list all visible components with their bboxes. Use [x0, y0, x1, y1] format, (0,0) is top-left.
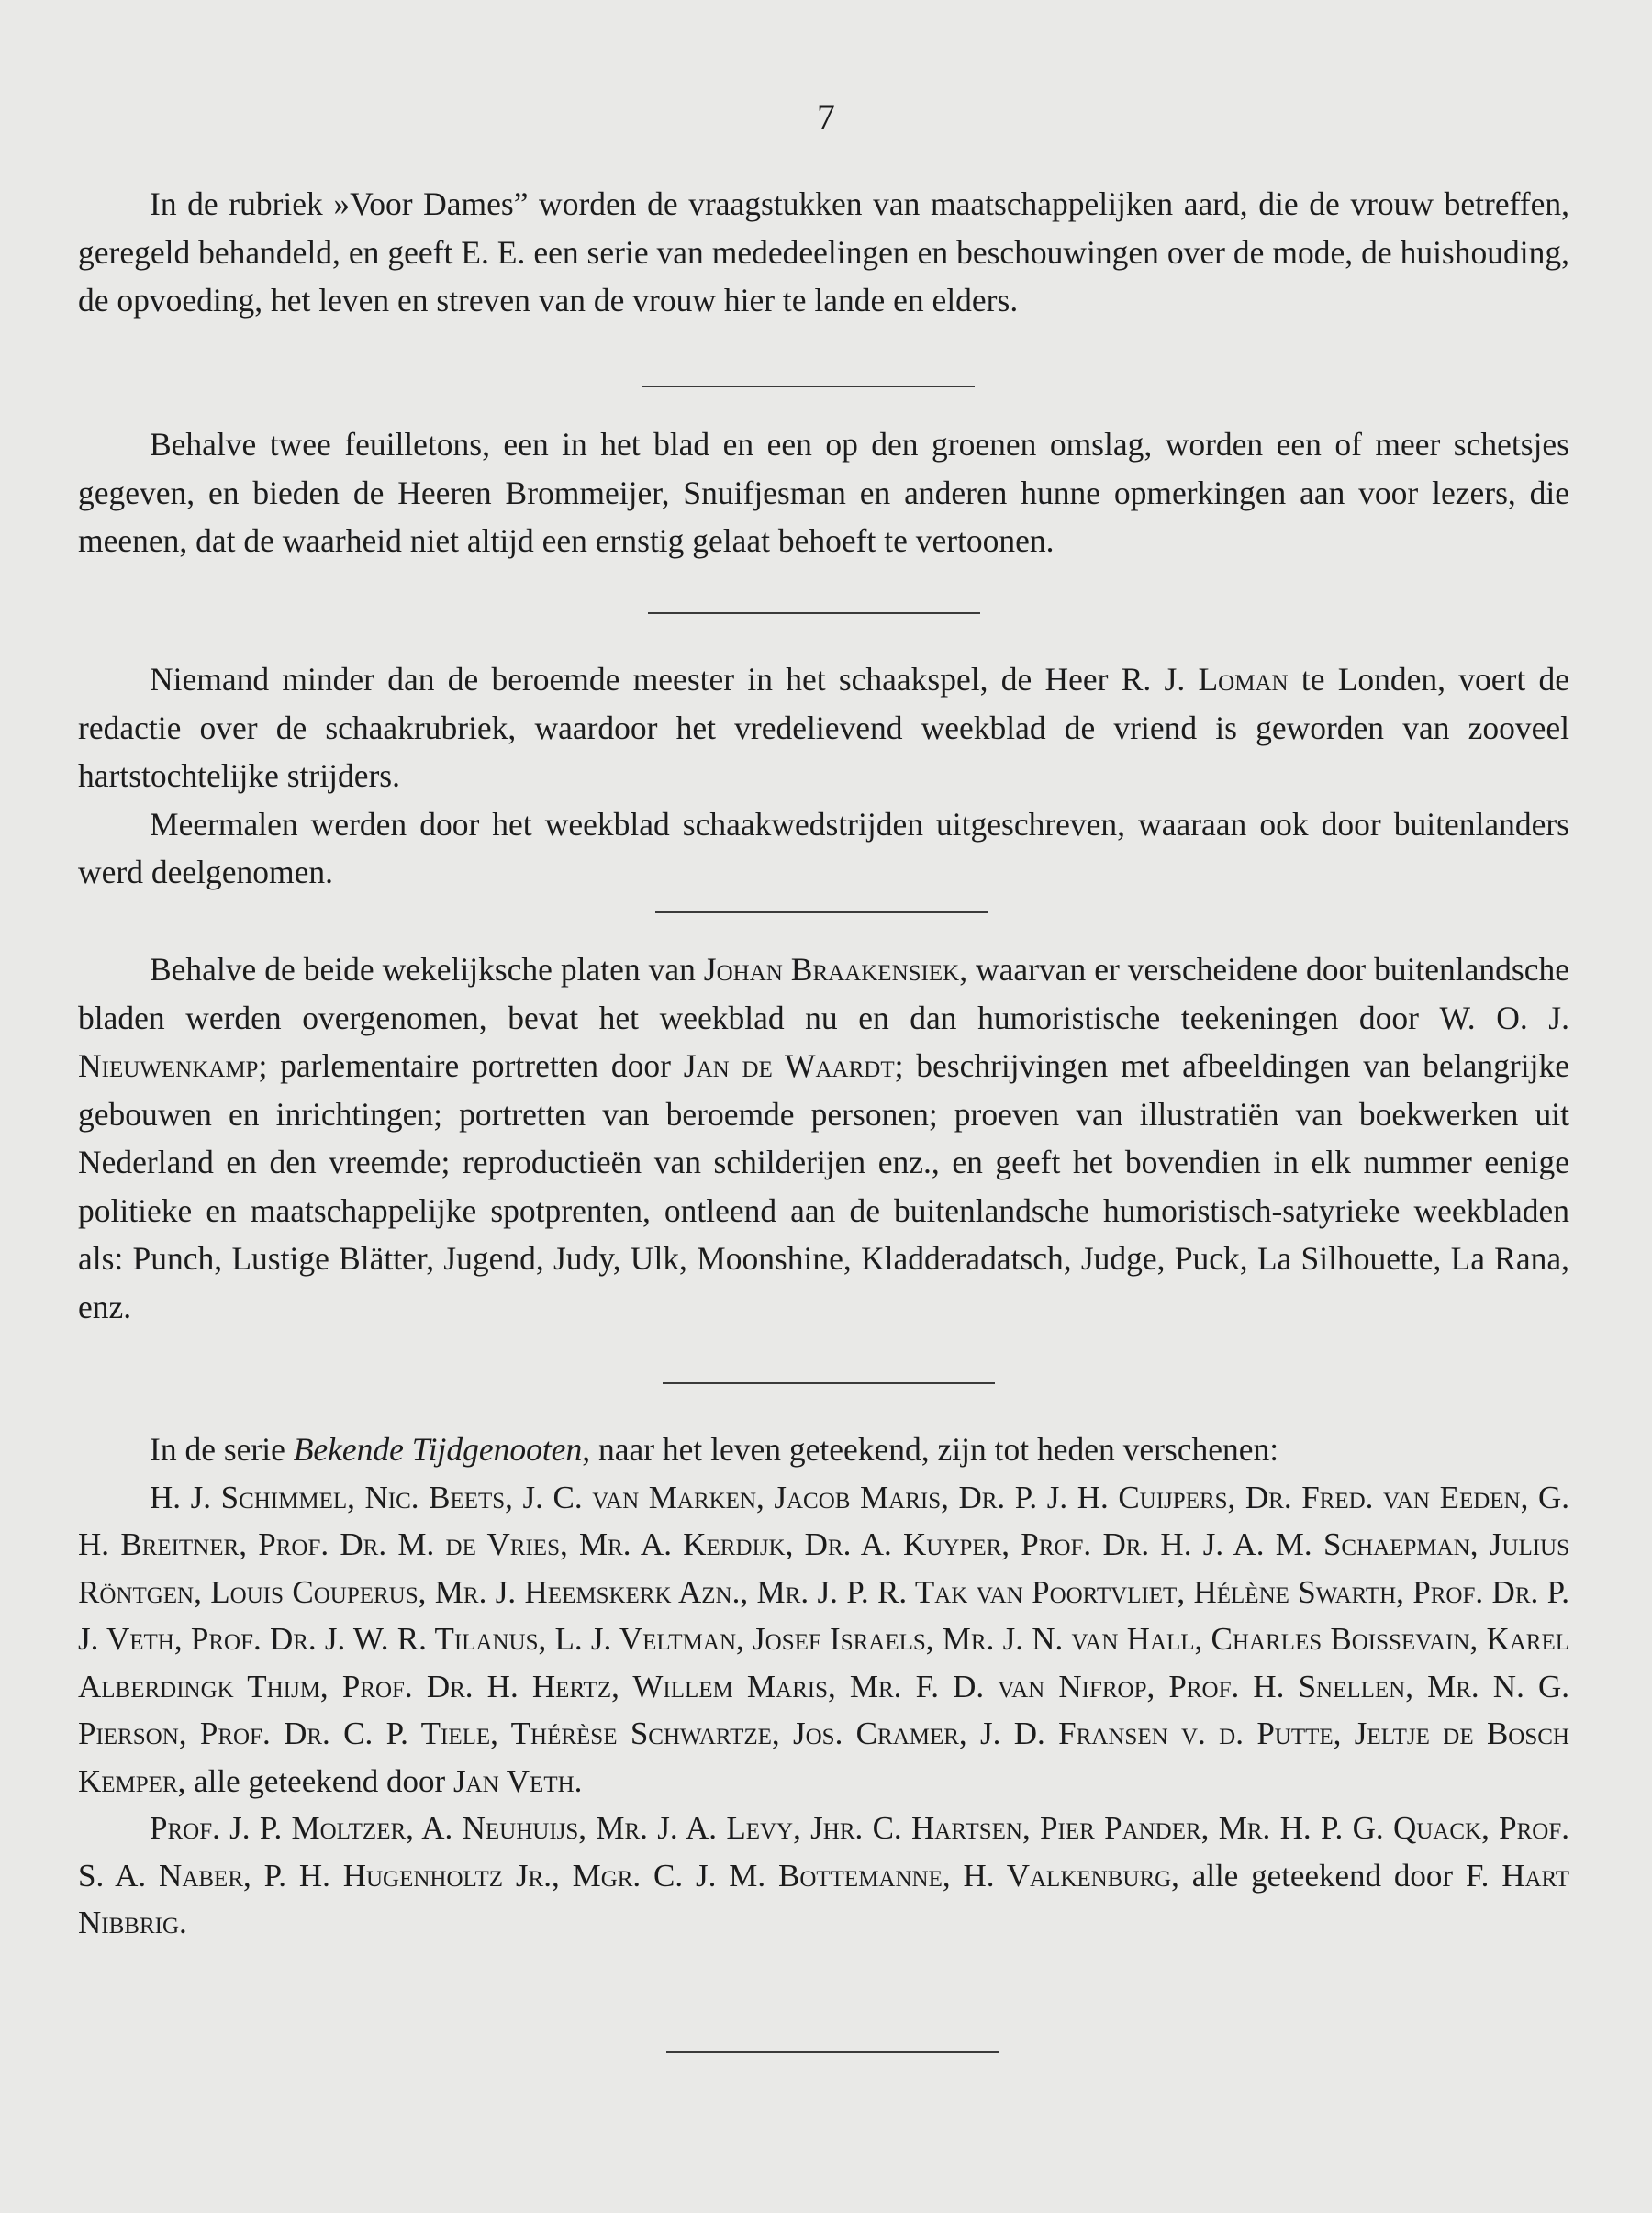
series-title: Bekende Tijdgenooten: [293, 1431, 583, 1468]
portrait-names: H. J. Schimmel, Nic. Beets, J. C. van Marken, Jacob Maris, Dr. P. J. H. Cuijpers, Dr. Fred. van Eeden, G. H. Breitner, Prof. Dr. M. de Vries, Mr. A. Kerdijk, Dr. A. Kuyper, Prof. Dr. H. J. A. M. Schaepman, Julius Röntgen, Louis Couperus, Mr. J. Heemskerk Azn., Mr. J. P. R. Tak van Poortvliet, Hélène Swarth, Prof. Dr. P. J. Veth, Prof. Dr. J. W. R. Tilanus, L. J. Veltman, Josef Israels, Mr. J. N. van Hall, Charles Boissevain, Karel Alberdingk Thijm, Prof. Dr. H. Hertz, Willem Maris, Mr. F. D. van Nifrop, Prof. H. Snellen, Mr. N. G. Pierson, Prof. Dr. C. P. Tiele, Thérèse Schwartze, Jos. Cramer, J. D. Fransen v. d. Putte, Jeltje de Bosch Kemper: [78, 1479, 1569, 1799]
section-divider: [655, 911, 988, 913]
paragraph-feuilletons: [78, 420, 1569, 565]
paragraph-schaakrubriek: [78, 655, 1569, 897]
section-divider: [663, 1382, 995, 1384]
paragraph-text: [78, 945, 1569, 1331]
section-divider: [642, 386, 975, 387]
paragraph-text-part: ; beschrijvingen met afbeeldingen van belangrijke gebouwen en inrichtingen; portretten van beroemde personen; proeven van illustratiën van boekwerken uit Nederland en den vreemde; reproductieën van schilderijen enz., en geeft het bovendien in elk nummer eenige politieke en maatschappelijke spotprenten, ontleend aan de buitenlandsche humoristisch-satyrieke weekbladen als: Punch, Lustige Blätter, Jugend, Judy, Ulk, Moonshine, Kladderadatsch, Judge, Puck, La Silhouette, La Rana, enz.: [78, 1047, 1569, 1325]
paragraph-text: In de rubriek »Voor Dames” worden de vraagstukken van maatschappelijken aard, die de vrouw betreffen, geregeld behandeld, en geeft E. E. een serie van mededeelingen en beschouwingen over de mode, de huishouding, de opvoeding, het leven en streven van de vrouw hier te lande en elders.: [78, 185, 1569, 319]
paragraph-text-part: , naar het leven geteekend, zijn tot heden verschenen:: [582, 1431, 1279, 1468]
person-name: Jan de Waardt: [683, 1047, 895, 1084]
paragraph-text-part: ; parlementaire portretten door: [258, 1047, 684, 1084]
person-name: R. J. Loman: [1121, 661, 1289, 698]
portrait-names: Prof. J. P. Moltzer, A. Neuhuijs, Mr. J. A. Levy, Jhr. C. Hartsen, Pier Pander, Mr. H. P. G. Quack, Prof. S. A. Naber, P. H. Hugenholtz Jr., Mgr. C. J. M. Bottemanne, H. Valkenburg: [78, 1810, 1569, 1894]
paragraph-text-part: Behalve de beide wekelijksche platen van: [150, 951, 704, 988]
person-name: Johan Braakensiek: [703, 951, 960, 988]
paragraph-text-part: te Londen, voert de redactie over de schaakrubriek, waardoor het vredelievend weekblad de vriend is geworden van zooveel hartstochtelijke strijders.: [78, 661, 1569, 794]
paragraph-text-part: , alle geteekend door: [177, 1762, 453, 1799]
paragraph-text-part: Niemand minder dan de beroemde meester in het schaakspel, de Heer: [150, 661, 1122, 698]
section-divider: [648, 612, 980, 614]
page-number: 7: [817, 96, 835, 138]
person-name: W. O. J. Nieuwenkamp: [78, 999, 1569, 1084]
paragraph-text-part: , waarvan er verscheidene door buitenlandsche bladen werden overgenomen, bevat het weekblad nu en dan humoristische teekeningen door: [78, 951, 1569, 1036]
paragraph-bekende-tijdgenooten: [78, 1425, 1569, 1947]
paragraph-text: [78, 655, 1569, 800]
paragraph-text-part: .: [574, 1762, 583, 1799]
artist-name: Jan Veth: [452, 1762, 575, 1799]
paragraph-platen: [78, 945, 1569, 1331]
paragraph-text: Meermalen werden door het weekblad schaakwedstrijden uitgeschreven, waaraan ook door buitenlanders werd deelgenomen.: [78, 805, 1569, 890]
artist-name: F. Hart Nibbrig: [78, 1857, 1569, 1940]
paragraph-voor-dames: [78, 180, 1569, 325]
paragraph-text: [78, 1425, 1569, 1474]
paragraph-text-part: In de serie: [150, 1431, 294, 1468]
paragraph-text-part: , alle geteekend door: [1171, 1857, 1466, 1894]
paragraph-text-part: .: [179, 1905, 187, 1940]
names-list-nibbrig: [78, 1805, 1569, 1947]
paragraph-text: Behalve twee feuilletons, een in het blad en een op den groenen omslag, worden een of meer schetsjes gegeven, en bieden de Heeren Brommeijer, Snuifjesman en anderen hunne opmerkingen aan voor lezers, die meenen, dat de waarheid niet altijd een ernstig gelaat behoeft te vertoonen.: [78, 426, 1569, 559]
names-list-veth: [78, 1474, 1569, 1805]
section-divider: [666, 2051, 999, 2053]
